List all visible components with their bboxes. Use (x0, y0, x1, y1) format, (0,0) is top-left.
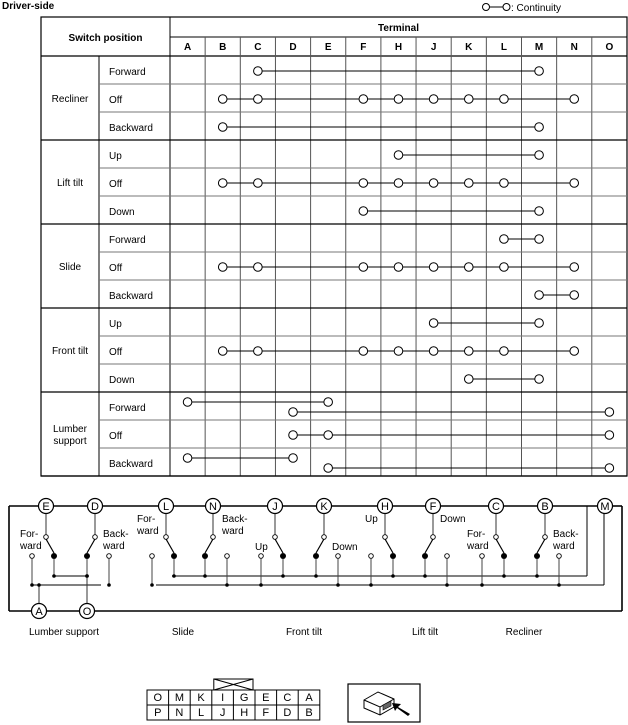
switch-closed-contact-icon (84, 553, 90, 559)
switch-position-header: Switch position (68, 33, 143, 44)
switch-pivot-icon (211, 535, 216, 540)
wire (385, 539, 393, 553)
connector-pin-label: M (174, 692, 184, 704)
connector-pin-label: J (219, 707, 226, 719)
terminal-label: K (320, 501, 328, 513)
switch-closed-contact-icon (390, 553, 396, 559)
terminal-node-icon (218, 347, 227, 356)
connector-pin-label: P (154, 707, 162, 719)
switch-label: Back- (222, 514, 248, 525)
switch-pivot-icon (273, 535, 278, 540)
wire (537, 539, 545, 553)
continuity-connection (218, 263, 578, 272)
switch-label: ward (20, 541, 42, 552)
terminal-column-header: L (500, 42, 507, 53)
terminal-node-icon (218, 123, 227, 132)
switch-closed-contact-icon (534, 553, 540, 559)
switch-label: ward (103, 541, 125, 552)
row-label: Off (109, 95, 123, 106)
switch-closed-contact-icon (422, 553, 428, 559)
row-label: Off (109, 179, 123, 190)
terminal-node-icon (535, 235, 544, 244)
terminal-node-icon (535, 375, 544, 384)
switch-label: Up (255, 542, 268, 553)
group-label: Slide (58, 262, 82, 273)
switch-label: For- (137, 514, 156, 525)
terminal-node-icon (394, 263, 403, 272)
switch-pivot-icon (93, 535, 98, 540)
terminal-node-icon (359, 95, 368, 104)
junction-dot-icon (225, 583, 229, 587)
terminal-node-icon (464, 95, 473, 104)
row-label: Forward (109, 67, 146, 78)
continuity-connection (183, 398, 332, 407)
group-label: Front tilt (51, 346, 89, 357)
terminal-node-icon (394, 95, 403, 104)
switch-open-contact-icon (30, 554, 35, 559)
connector-pinout (147, 679, 420, 722)
switch-open-contact-icon (445, 554, 450, 559)
terminal-node-icon (605, 464, 614, 473)
switch-pivot-icon (543, 535, 548, 540)
connector-pin-label: O (153, 692, 163, 704)
continuity-connection (254, 67, 544, 76)
connector-pin-label: F (262, 707, 270, 719)
terminal-node-icon (605, 431, 614, 440)
connector-key-icon (214, 679, 253, 690)
switch-label: ward (222, 526, 244, 537)
terminal-label: L (162, 501, 170, 513)
junction-dot-icon (535, 574, 539, 578)
terminal-node-icon (218, 179, 227, 188)
connector-pin-label: L (197, 707, 205, 719)
row-label: Off (109, 263, 123, 274)
terminal-header: Terminal (378, 23, 419, 34)
switch-label: For- (20, 529, 39, 540)
terminal-node-icon (500, 235, 509, 244)
terminal-column-header: O (605, 42, 614, 53)
terminal-node-icon (570, 291, 579, 300)
switch-closed-contact-icon (171, 553, 177, 559)
continuity-connection (464, 375, 543, 384)
terminal-node-icon (535, 291, 544, 300)
terminal-node-icon (359, 347, 368, 356)
terminal-node-icon (464, 375, 473, 384)
connector-pin-label: G (239, 692, 249, 704)
terminal-node-icon (535, 67, 544, 76)
group-label: Lumber (53, 424, 87, 435)
terminal-column-header: B (219, 42, 227, 53)
continuity-connection (324, 464, 614, 473)
junction-dot-icon (314, 574, 318, 578)
terminal-node-icon (254, 67, 263, 76)
row-label: Off (109, 431, 123, 442)
junction-dot-icon (172, 574, 176, 578)
terminal-column-header: H (394, 42, 403, 53)
row-label: Down (109, 207, 135, 218)
switch-label: ward (137, 526, 159, 537)
continuity-connection (218, 179, 578, 188)
terminal-label: F (429, 501, 437, 513)
connector-pin-label: E (262, 692, 270, 704)
terminal-node-icon (500, 347, 509, 356)
switch-label: ward (553, 541, 575, 552)
terminal-node-icon (429, 179, 438, 188)
junction-dot-icon (281, 574, 285, 578)
row-label: Off (109, 347, 123, 358)
terminal-node-icon (359, 263, 368, 272)
wire (425, 539, 433, 553)
page-title: Driver-side (2, 1, 55, 12)
switch-label: For- (467, 529, 486, 540)
terminal-node-icon (570, 347, 579, 356)
terminal-node-icon (254, 179, 263, 188)
junction-dot-icon (480, 583, 484, 587)
terminal-node-icon (464, 347, 473, 356)
terminal-node-icon (500, 179, 509, 188)
terminal-node-icon (218, 263, 227, 272)
terminal-node-icon (394, 151, 403, 160)
switch-closed-contact-icon (313, 553, 319, 559)
row-label: Backward (109, 459, 153, 470)
terminal-label: O (82, 606, 92, 618)
continuity-connection (218, 347, 578, 356)
switch-open-contact-icon (150, 554, 155, 559)
terminal-node-icon (464, 179, 473, 188)
terminal-column-header: K (465, 42, 473, 53)
junction-dot-icon (150, 583, 154, 587)
terminal-node-icon (535, 151, 544, 160)
terminal-node-icon (183, 454, 192, 463)
junction-dot-icon (107, 583, 111, 587)
junction-dot-icon (557, 583, 561, 587)
wire (316, 539, 324, 553)
wire (46, 539, 54, 553)
terminal-column-header: A (183, 42, 192, 53)
switch-closed-contact-icon (501, 553, 507, 559)
terminal-label: B (541, 501, 549, 513)
connector-view-icon (348, 684, 420, 722)
terminal-node-icon (394, 179, 403, 188)
switch-open-contact-icon (480, 554, 485, 559)
switch-pivot-icon (383, 535, 388, 540)
continuity-table (41, 17, 627, 476)
terminal-label: E (42, 501, 50, 513)
connector-pin-label: A (305, 692, 313, 704)
switch-closed-contact-icon (51, 553, 57, 559)
continuity-connection (218, 95, 578, 104)
switch-closed-contact-icon (280, 553, 286, 559)
terminal-label: M (600, 501, 610, 513)
group-label: support (53, 436, 87, 447)
switch-open-contact-icon (225, 554, 230, 559)
terminal-column-header: C (254, 42, 262, 53)
wire (166, 539, 174, 553)
switch-open-contact-icon (259, 554, 264, 559)
switch-label: Down (440, 514, 466, 525)
switch-open-contact-icon (369, 554, 374, 559)
terminal-node-icon (254, 347, 263, 356)
terminal-node-icon (570, 95, 579, 104)
continuity-legend-icon (483, 4, 511, 11)
terminal-node-icon (429, 263, 438, 272)
junction-dot-icon (391, 574, 395, 578)
connector-pin-label: C (283, 692, 292, 704)
junction-dot-icon (203, 574, 207, 578)
terminal-node-icon (324, 464, 333, 473)
terminal-label: A (35, 606, 43, 618)
connector-pin-label: K (197, 692, 205, 704)
row-label: Forward (109, 235, 146, 246)
junction-dot-icon (502, 574, 506, 578)
row-label: Up (109, 151, 122, 162)
terminal-column-header: F (360, 42, 367, 53)
switch-label: Back- (553, 529, 579, 540)
switch-label: Back- (103, 529, 129, 540)
switch-pivot-icon (431, 535, 436, 540)
wire (205, 539, 213, 553)
group-label: Recliner (51, 94, 89, 105)
row-label: Up (109, 319, 122, 330)
junction-dot-icon (37, 583, 41, 587)
terminal-node-icon (464, 263, 473, 272)
circuit-group-label: Front tilt (285, 627, 323, 638)
circuit-group-label: Lumber support (28, 627, 100, 638)
circuit-group-label: Slide (171, 627, 195, 638)
terminal-column-header: D (289, 42, 297, 53)
switch-label: ward (467, 541, 489, 552)
connector-pin-label: N (175, 707, 184, 719)
terminal-node-icon (535, 123, 544, 132)
terminal-node-icon (500, 263, 509, 272)
connector-pin-label: D (283, 707, 292, 719)
terminal-node-icon (429, 347, 438, 356)
terminal-label: H (381, 501, 389, 513)
junction-dot-icon (423, 574, 427, 578)
terminal-node-icon (429, 95, 438, 104)
group-label: Lift tilt (56, 178, 84, 189)
terminal-node-icon (289, 408, 298, 417)
junction-dot-icon (336, 583, 340, 587)
row-label: Down (109, 375, 135, 386)
legend-label: : Continuity (511, 3, 562, 14)
wire (87, 539, 95, 553)
terminal-node-icon (570, 263, 579, 272)
terminal-node-icon (289, 454, 298, 463)
switch-open-contact-icon (557, 554, 562, 559)
terminal-column-header: E (324, 42, 332, 53)
terminal-column-header: N (570, 42, 578, 53)
terminal-node-icon (500, 95, 509, 104)
wire (496, 539, 504, 553)
row-label: Backward (109, 123, 153, 134)
junction-dot-icon (369, 583, 373, 587)
wire (275, 539, 283, 553)
terminal-column-header: J (430, 42, 437, 53)
terminal-column-header: M (534, 42, 544, 53)
terminal-label: N (209, 501, 217, 513)
terminal-node-icon (570, 179, 579, 188)
junction-dot-icon (259, 583, 263, 587)
switch-label: Down (332, 542, 358, 553)
terminal-node-icon (324, 398, 333, 407)
junction-dot-icon (445, 583, 449, 587)
connector-pin-label: I (221, 692, 225, 704)
terminal-node-icon (218, 95, 227, 104)
terminal-node-icon (183, 398, 192, 407)
terminal-node-icon (254, 263, 263, 272)
terminal-node-icon (535, 319, 544, 328)
switch-open-contact-icon (107, 554, 112, 559)
terminal-node-icon (429, 319, 438, 328)
switch-open-contact-icon (336, 554, 341, 559)
switch-pivot-icon (164, 535, 169, 540)
circuit-diagram (9, 499, 622, 639)
terminal-label: J (272, 501, 278, 513)
terminal-label: C (492, 501, 500, 513)
terminal-node-icon (394, 347, 403, 356)
switch-label: Up (365, 514, 378, 525)
circuit-group-label: Lift tilt (411, 627, 439, 638)
terminal-node-icon (289, 431, 298, 440)
circuit-group-label: Recliner (505, 627, 543, 638)
connector-pin-label: B (305, 707, 313, 719)
terminal-label: D (91, 501, 99, 513)
row-label: Backward (109, 291, 153, 302)
switch-pivot-icon (44, 535, 49, 540)
row-label: Forward (109, 403, 146, 414)
terminal-node-icon (535, 207, 544, 216)
terminal-node-icon (359, 207, 368, 216)
connector-pin-label: H (240, 707, 249, 719)
terminal-node-icon (324, 431, 333, 440)
switch-closed-contact-icon (202, 553, 208, 559)
continuity-connection (394, 151, 543, 160)
terminal-node-icon (254, 95, 263, 104)
terminal-node-icon (359, 179, 368, 188)
switch-pivot-icon (322, 535, 327, 540)
junction-dot-icon (85, 574, 89, 578)
terminal-node-icon (605, 408, 614, 417)
switch-pivot-icon (494, 535, 499, 540)
